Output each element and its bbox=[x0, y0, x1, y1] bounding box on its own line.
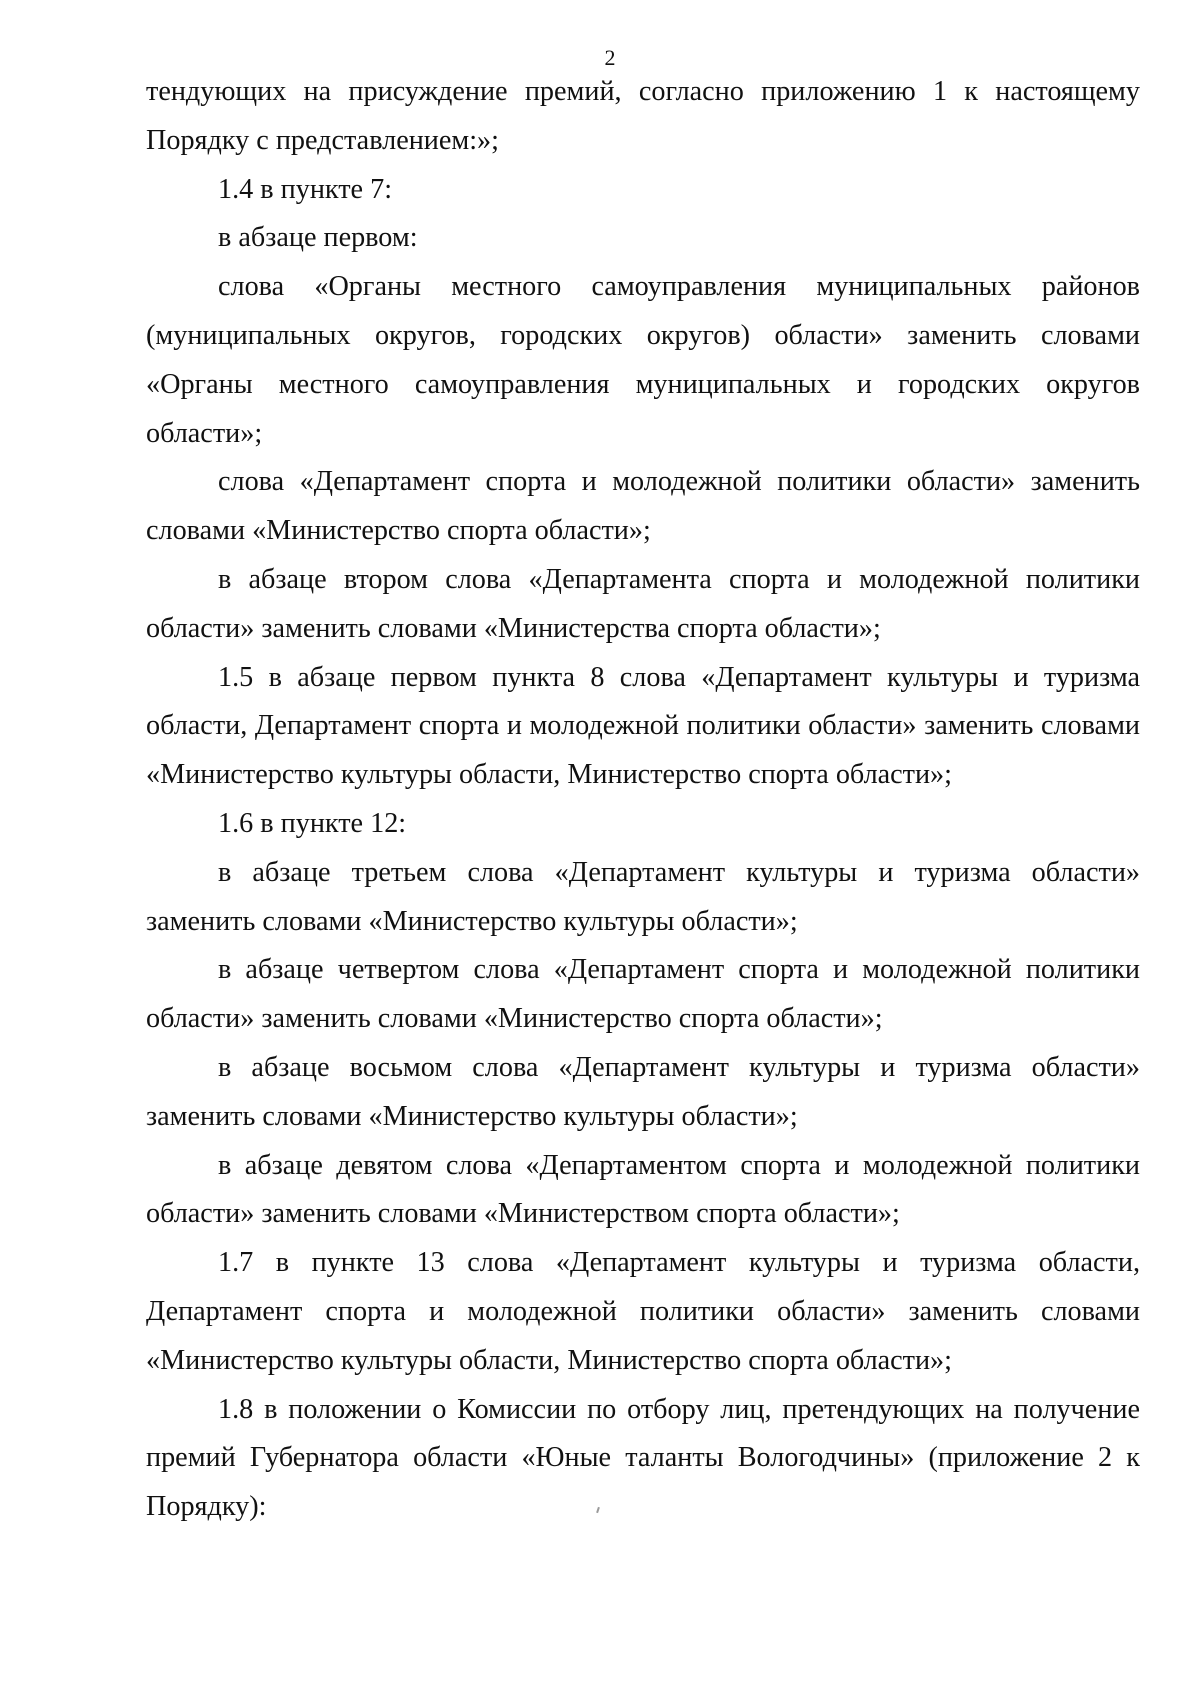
paragraph-1-7: 1.7 в пункте 13 слова «Департамент культуры и туризма области, Департамент спорта и молодежной политики области» заменить словами «Министерство культуры области, Министерство спорта области»; bbox=[146, 1247, 1140, 1376]
paragraph-ninth-abzac: в абзаце девятом слова «Департаментом спорта и молодежной политики области» заменить словами «Министерством спорта области»; bbox=[146, 1149, 1140, 1230]
paragraph-sport-department-replacement: слова «Департамент спорта и молодежной политики области» заменить словами «Министерство спорта области»; bbox=[146, 466, 1140, 547]
paragraph-1-8: 1.8 в положении о Комиссии по отбору лиц, претендующих на получение премий Губернатора области «Юные таланты Вологодчины» (приложение 2 к Порядку): bbox=[146, 1393, 1140, 1523]
paragraph-continuation: тендующих на присуждение премий, согласно приложению 1 к настоящему Порядку с представлением:»; bbox=[146, 76, 1140, 156]
paragraph-second-abzac: в абзаце втором слова «Департамента спорта и молодежной политики области» заменить словами «Министерства спорта области»; bbox=[146, 563, 1140, 644]
paragraph-first-abzac: в абзаце первом: bbox=[218, 222, 418, 254]
paragraph-third-abzac: в абзаце третьем слова «Департамент культуры и туризма области» заменить словами «Министерство культуры области»; bbox=[146, 856, 1140, 937]
page-number: 2 bbox=[604, 45, 616, 70]
paragraph-fourth-abzac: в абзаце четвертом слова «Департамент спорта и молодежной политики области» заменить словами «Министерство спорта области»; bbox=[146, 954, 1140, 1035]
paragraph-1-5: 1.5 в абзаце первом пункта 8 слова «Департамент культуры и туризма области, Департамент спорта и молодежной политики области» заменить словами «Министерство культуры области, Министерство спорта области»; bbox=[146, 661, 1140, 791]
paragraph-1-4-heading: 1.4 в пункте 7: bbox=[218, 173, 393, 205]
document-body bbox=[146, 68, 1140, 1532]
paragraph-eighth-abzac: в абзаце восьмом слова «Департамент культуры и туризма области» заменить словами «Министерство культуры области»; bbox=[146, 1051, 1140, 1132]
paragraph-1-6-heading: 1.6 в пункте 12: bbox=[218, 807, 407, 839]
paragraph-organs-replacement: слова «Органы местного самоуправления муниципальных районов (муниципальных округов, городских округов) области» заменить словами «Органы местного самоуправления муниципальных и городских округов области»; bbox=[146, 271, 1140, 449]
